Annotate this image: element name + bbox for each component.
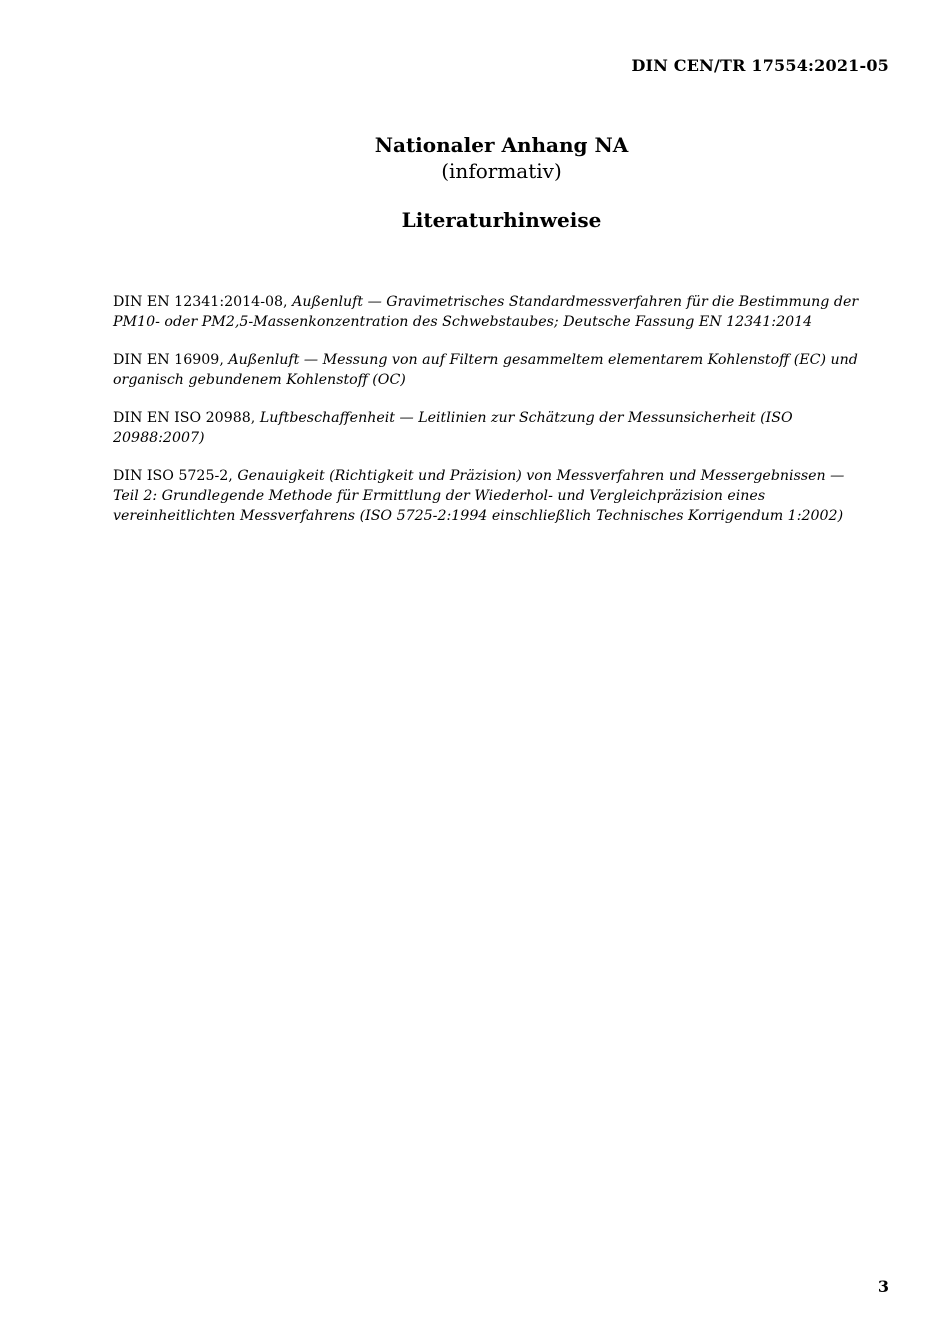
annex-subtitle: (informativ) bbox=[441, 159, 562, 183]
reference-item bbox=[113, 292, 873, 332]
reference-item bbox=[113, 408, 873, 448]
reference-item bbox=[113, 350, 873, 390]
reference-designation: DIN EN 12341:2014-08, bbox=[113, 294, 293, 310]
bibliography-heading: Literaturhinweise bbox=[401, 208, 602, 232]
reference-designation: DIN ISO 5725-2, bbox=[113, 468, 238, 484]
reference-item bbox=[113, 466, 873, 526]
annex-title: Nationaler Anhang NA bbox=[374, 133, 629, 157]
page-number: 3 bbox=[877, 1277, 889, 1296]
reference-title: Luftbeschaffenheit — Leitlinien zur Schätzung der Messunsicherheit (ISO 20988:2007) bbox=[113, 410, 793, 446]
reference-title: Außenluft — Gravimetrisches Standardmessverfahren für die Bestimmung der PM10- oder PM2,5-Massenkonzentration des Schwebstaubes; Deutsche Fassung EN 12341:2014 bbox=[113, 294, 859, 330]
document-identifier: DIN CEN/TR 17554:2021-05 bbox=[631, 56, 889, 75]
reference-list bbox=[113, 292, 873, 544]
reference-designation: DIN EN ISO 20988, bbox=[113, 410, 260, 426]
reference-title: Außenluft — Messung von auf Filtern gesammeltem elementarem Kohlenstoff (EC) und organisch gebundenem Kohlenstoff (OC) bbox=[113, 352, 858, 388]
reference-designation: DIN EN 16909, bbox=[113, 352, 229, 368]
reference-title: Genauigkeit (Richtigkeit und Präzision) von Messverfahren und Messergebnissen — Teil 2: Grundlegende Methode für Ermittlung der Wiederhol- und Vergleichpräzision eines vereinheitlichten Messverfahrens (ISO 5725-2:1994 einschließlich Technisches Korrigendum 1:2002) bbox=[113, 468, 845, 524]
